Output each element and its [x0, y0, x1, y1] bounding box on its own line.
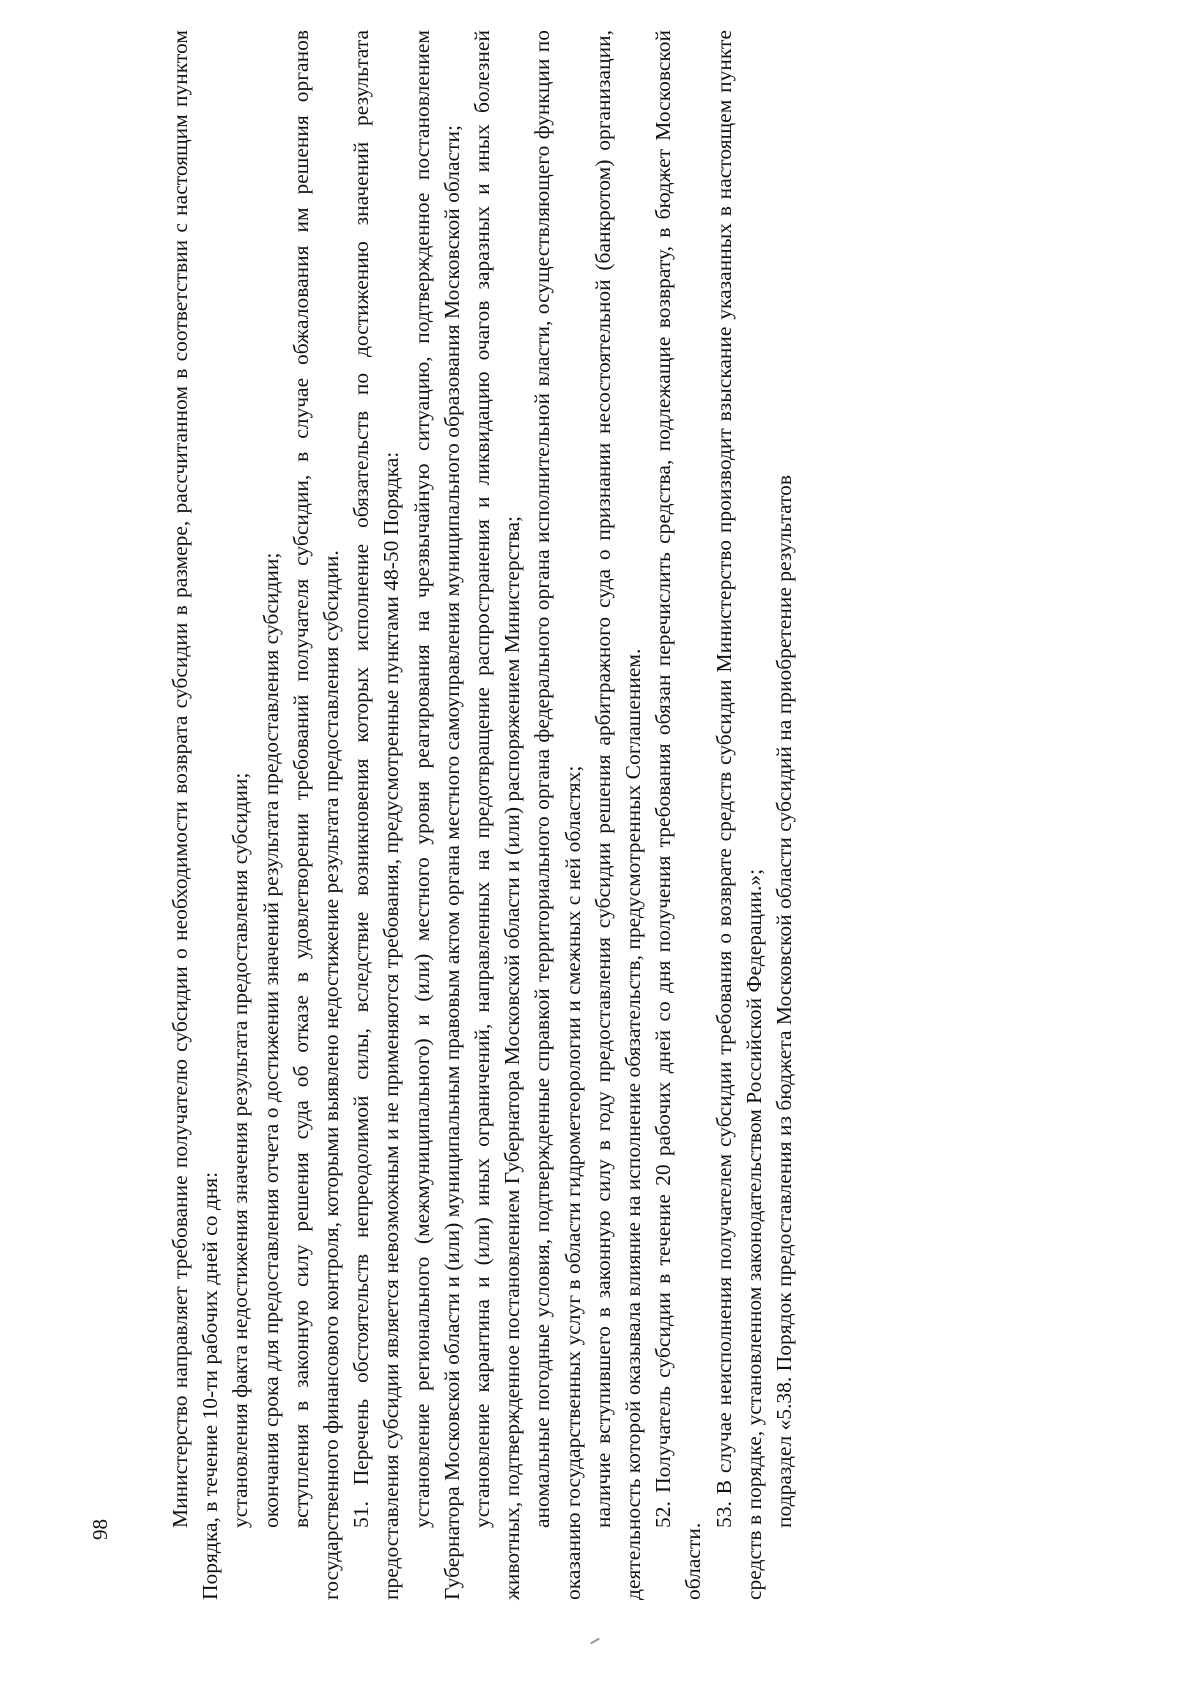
paragraph: 53. В случае неисполнения получателем субсидии требования о возврате средств субсидии Министерство производит взыскание указанных в настоящем пункте средств в порядке, установленном законодательством Российской Федерации.»;: [711, 30, 766, 1600]
paragraph: вступления в законную силу решения суда об отказе в удовлетворении требований получателя субсидии, в случае обжалования им решения органов государственного финансового контроля, которыми выявлено недостижение результата предоставления субсидии.: [288, 30, 344, 1600]
rotated-text-block: [88, 30, 1015, 1600]
paragraph: аномальные погодные условия, подтвержденные справкой территориального органа федерального органа исполнительной власти, осуществляющего функции по оказанию государственных услуг в области гидрометеорологии и смежных с ней областях;: [530, 30, 585, 1600]
paragraph: установление регионального (межмуниципального) и (или) местного уровня реагирования на чрезвычайную ситуацию, подтвержденное постановлением Губернатора Московской области и (или) муниципальным правовым актом органа местного самоуправления муниципального образования Московской области;: [409, 30, 464, 1600]
paragraph: 52. Получатель субсидии в течение 20 рабочих дней со дня получения требования обязан перечислить средства, подлежащие возврату, в бюджет Московской области.: [651, 30, 706, 1600]
paragraph: подраздел «5.38. Порядок предоставления из бюджета Московской области субсидий на приобретение результатов: [772, 474, 797, 1528]
paragraph: установления факта недостижения значения результата предоставления субсидии;: [228, 772, 253, 1528]
paragraph: установление карантина и (или) иных ограничений, направленных на предотвращение распространения и ликвидацию очагов заразных и иных болезней животных, подтвержденное постановлением Губернатора Московской области и (или) распоряжением Министерства;: [470, 30, 525, 1600]
paragraph: наличие вступившего в законную силу в году предоставления субсидии решения арбитражного суда о признании несостоятельной (банкротом) организации, деятельность которой оказывала влияние на исполнение обязательств, предусмотренных Соглашением.: [590, 30, 646, 1600]
body-text: [165, 30, 799, 1600]
page-number: 98: [88, 1519, 112, 1540]
paragraph: окончания срока для предоставления отчета о достижении значений результата предоставления субсидии;: [258, 552, 283, 1528]
paragraph: 51. Перечень обстоятельств непреодолимой силы, вследствие возникновения которых исполнение обязательств по достижению значений результата предоставления субсидии является невозможным и не применяются требования, предусмотренные пунктами 48-50 Порядка:: [349, 30, 404, 1600]
scan-mark: [590, 1638, 600, 1645]
paragraph: Министерство направляет требование получателю субсидии о необходимости возврата субсидии в размере, рассчитанном в соответствии с настоящим пунктом Порядка, в течение 10-ти рабочих дней со дня:: [168, 30, 223, 1600]
